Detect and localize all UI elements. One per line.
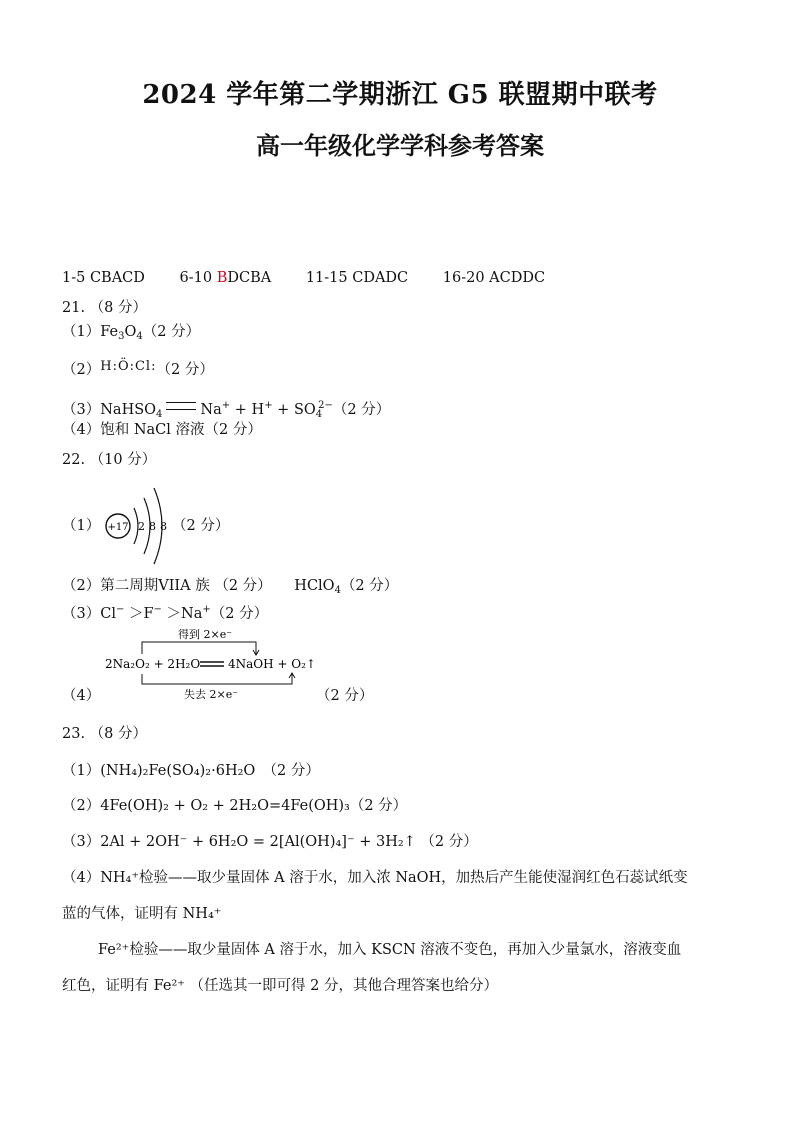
mcq-group-4: 16-20 ACDDC (442, 270, 546, 286)
q22-part1-label: （1） (62, 518, 101, 534)
q21-part3-score: （2 分） (332, 402, 391, 418)
q21-part1-o: O (124, 324, 137, 340)
q22-part3-f: ＞F (124, 606, 154, 622)
q23-part4-line3: Fe²⁺检验——取少量固体 A 溶于水，加入 KSCN 溶液不变色，再加入少量氯水，溶液变血 (98, 942, 682, 958)
q21-part2-lewis-structure: H:Ö:Cl: (100, 359, 157, 374)
q23-part1: （1）(NH₄)₂Fe(SO₄)₂·6H₂O （2 分） (62, 763, 320, 779)
q22-part1-score: （2 分） (172, 518, 230, 534)
q22-part2 (62, 576, 398, 601)
mcq-group-1: 1-5 CBACD (62, 270, 145, 286)
q21-part2-score: （2 分） (156, 362, 214, 378)
q22-part2-hclo: HClO (294, 578, 335, 594)
q23-part4-line4: 红色，证明有 Fe²⁺ （任选其一即可得 2 分，其他合理答案也给分） (62, 978, 498, 994)
q23-part3: （3）2Al + 2OH⁻ + 6H₂O = 2[Al(OH)₄]⁻ + 3H₂↑ （2 分） (62, 834, 478, 850)
q22-part2-period-group: （2）第二周期VIIA 族 （2 分） (62, 578, 272, 594)
mcq-group-2-rest: DCBA (227, 270, 272, 286)
q21-part1-label: （1） (62, 324, 101, 340)
redox-electron-transfer-diagram (100, 624, 340, 702)
q23-heading: 23. （8 分） (62, 726, 148, 742)
shell-3-count: 8 (160, 520, 167, 533)
q21-part3-label: （3） (62, 402, 101, 418)
mcq-group-2-prefix: 6-10 (179, 270, 217, 286)
q21-part3-so-sub: 4 (315, 409, 323, 420)
q23-part4-line2: 蓝的气体，证明有 NH₄⁺ (62, 906, 222, 922)
q22-part4-label: （4） (62, 688, 101, 704)
reaction-left-side: 2Na₂O₂ + 2H₂O (105, 657, 201, 671)
q21-part3-h: H (251, 402, 265, 418)
q21-part1 (62, 322, 200, 347)
q23-part2: （2）4Fe(OH)₂ + O₂ + 2H₂O=4Fe(OH)₃（2 分） (62, 798, 408, 814)
equals-sign-icon (166, 402, 196, 410)
q22-part4-score: （2 分） (316, 688, 374, 704)
q23-part4-line1: （4）NH₄⁺检验——取少量固体 A 溶于水，加入浓 NaOH，加热后产生能使湿润红色石蕊试纸变 (62, 870, 688, 886)
q21-part3-so-charge: 2− (318, 400, 333, 411)
q21-part2 (62, 360, 214, 381)
page-title: 2024 学年第二学期浙江 G5 联盟期中联考 (142, 80, 658, 110)
q21-part1-sub1: 3 (118, 331, 125, 342)
q22-heading: 22. （10 分） (62, 452, 157, 468)
electron-loss-label: 失去 2×e⁻ (184, 688, 239, 701)
q22-part3-na: ＞Na (161, 606, 203, 622)
mcq-group-2 (180, 270, 272, 286)
q21-part1-score: （2 分） (142, 324, 201, 340)
q22-part2-sub: 4 (334, 585, 341, 596)
q21-heading: 21. （8 分） (62, 300, 148, 316)
loss-bracket (142, 674, 292, 684)
q22-part3: （3）Cl− ＞F− ＞Na+（2 分） (62, 604, 269, 622)
q22-part2-score: （2 分） (340, 578, 399, 594)
q21-part3-na: Na (200, 402, 222, 418)
mcq-corrected-answer: B (216, 270, 228, 286)
q21-part3: （3）NaHSO$_4$ $Na^+ + H^+ + SO_4^{2-}(2$ 分） (62, 400, 391, 420)
q21-part3-h-charge: + (264, 400, 273, 411)
q22-part3-cl: （3）Cl (62, 606, 116, 622)
q21-part4: （4）饱和 NaCl 溶液（2 分） (62, 422, 262, 438)
q21-part3-sub: 4 (156, 409, 163, 420)
mcq-answers (62, 268, 575, 288)
electron-gain-label: 得到 2×e⁻ (178, 628, 233, 641)
page-subtitle: 高一年级化学学科参考答案 (256, 131, 544, 160)
mcq-group-3: 11-15 CDADC (305, 270, 409, 286)
q22-part3-score: （2 分） (210, 606, 269, 622)
q21-part1-fe: Fe (100, 324, 119, 340)
q21-part3-na-charge: + (221, 400, 231, 411)
q21-part3-so: SO (293, 402, 316, 418)
shell-1-count: 2 (138, 520, 145, 533)
shell-2-count: 8 (149, 520, 156, 533)
q21-part1-sub2: 4 (136, 331, 143, 342)
q21-part3-nahso: NaHSO (100, 402, 157, 418)
gain-bracket (142, 642, 256, 654)
reaction-right-side: 4NaOH + O₂↑ (228, 657, 316, 671)
nucleus-charge: +17 (107, 522, 129, 533)
q21-part2-label: （2） (62, 362, 101, 378)
